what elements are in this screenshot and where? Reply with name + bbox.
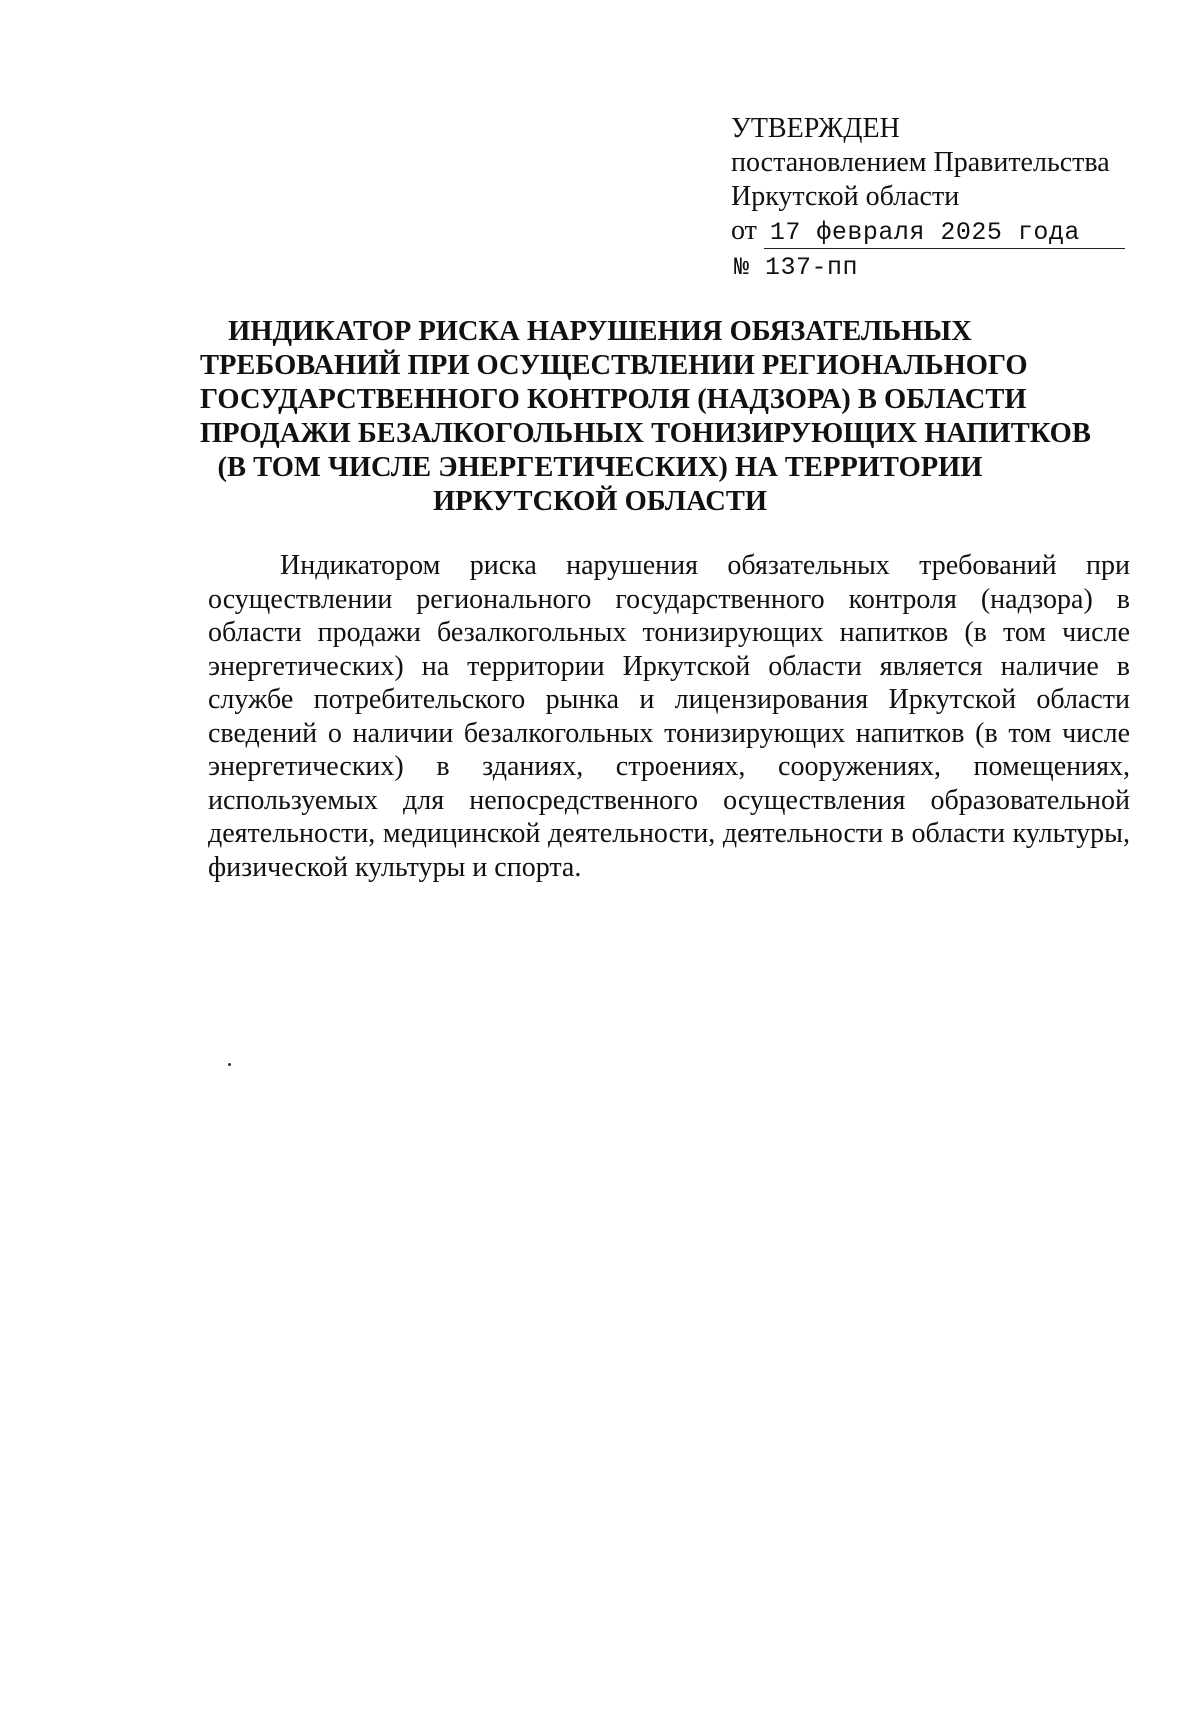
approval-number-line: [731, 251, 1131, 285]
number-value: 137-пп: [765, 253, 859, 282]
date-value: 17 февраля 2025 года: [764, 218, 1125, 249]
document-title: [200, 315, 1091, 519]
date-prefix: от: [731, 215, 757, 246]
body-paragraph: Индикатором риска нарушения обязательных требований при осуществлении регионального государственного контроля (надзора) в области продажи безалкогольных тонизирующих напитков (в том числе энергетических) на территории Иркутской области является наличие в службе потребительского рынка и лицензирования Иркутской области сведений о наличии безалкогольных тонизирующих напитков (в том числе энергетических) в зданиях, строениях, сооружениях, помещениях, используемых для непосредственного осуществления образовательной деятельности, медицинской деятельности, деятельности в области культуры, физической культуры и спорта.: [208, 550, 1130, 883]
title-line: ИНДИКАТОР РИСКА НАРУШЕНИЯ ОБЯЗАТЕЛЬНЫХ: [228, 316, 972, 347]
approval-block: [731, 112, 1131, 285]
title-line: (В ТОМ ЧИСЛЕ ЭНЕРГЕТИЧЕСКИХ) НА ТЕРРИТОРИИ: [217, 452, 983, 483]
approval-line-region: Иркутской области: [731, 181, 960, 212]
title-line: ИРКУТСКОЙ ОБЛАСТИ: [432, 486, 768, 517]
title-line: ПРОДАЖИ БЕЗАЛКОГОЛЬНЫХ ТОНИЗИРУЮЩИХ НАПИТКОВ: [200, 418, 1091, 449]
approval-heading: УТВЕРЖДЕН: [731, 113, 900, 144]
approval-date-line: [731, 214, 1131, 249]
stray-mark: [228, 1063, 231, 1066]
number-sign: №: [734, 253, 750, 282]
title-line: ГОСУДАРСТВЕННОГО КОНТРОЛЯ (НАДЗОРА) В ОБЛАСТИ: [200, 384, 1027, 415]
approval-line-resolution: постановлением Правительства: [731, 147, 1110, 178]
title-line: ТРЕБОВАНИЙ ПРИ ОСУЩЕСТВЛЕНИИ РЕГИОНАЛЬНОГО: [200, 350, 1028, 381]
